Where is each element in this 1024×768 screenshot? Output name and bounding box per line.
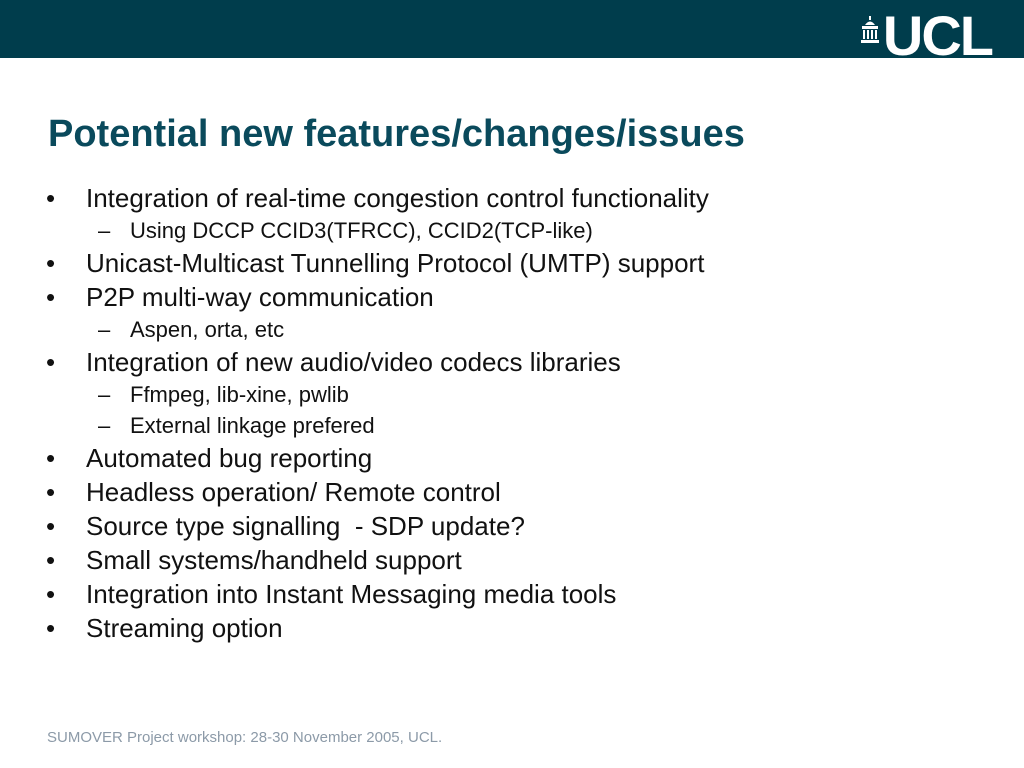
- sub-bullet-text: Aspen, orta, etc: [130, 317, 285, 342]
- bullet-text: Small systems/handheld support: [86, 545, 462, 575]
- bullet-item: [46, 441, 709, 475]
- dash-icon: –: [98, 317, 111, 342]
- bullet-text: Integration of real-time congestion control functionality: [86, 183, 709, 213]
- bullet-item: [46, 577, 709, 611]
- bullet-item: [46, 543, 709, 577]
- bullet-icon: •: [46, 477, 56, 507]
- portico-icon: [861, 16, 879, 44]
- bullet-icon: •: [46, 248, 56, 278]
- bullet-text: Unicast-Multicast Tunnelling Protocol (UMTP) support: [86, 248, 705, 278]
- bullet-text: Integration into Instant Messaging media tools: [86, 579, 617, 609]
- bullet-item: [46, 246, 709, 280]
- bullet-list: [46, 181, 709, 645]
- bullet-text: Source type signalling - SDP update?: [86, 511, 525, 541]
- bullet-icon: •: [46, 347, 56, 377]
- bullet-icon: •: [46, 511, 56, 541]
- bullet-item: [46, 475, 709, 509]
- bullet-icon: •: [46, 282, 56, 312]
- slide-title: Potential new features/changes/issues: [48, 113, 745, 155]
- sub-bullet-item: [46, 314, 709, 345]
- bullet-item: [46, 509, 709, 543]
- bullet-icon: •: [46, 613, 56, 643]
- footer-text: SUMOVER Project workshop: 28-30 November 2005, UCL.: [47, 729, 443, 746]
- bullet-text: Automated bug reporting: [86, 443, 373, 473]
- bullet-item: [46, 611, 709, 645]
- bullet-icon: •: [46, 183, 56, 213]
- ucl-logo: [861, 4, 992, 67]
- sub-bullet-text: External linkage prefered: [130, 413, 375, 438]
- bullet-icon: •: [46, 545, 56, 575]
- bullet-item: [46, 280, 709, 314]
- sub-bullet-text: Using DCCP CCID3(TFRCC), CCID2(TCP-like): [130, 218, 593, 243]
- sub-bullet-text: Ffmpeg, lib-xine, pwlib: [130, 382, 349, 407]
- header-bar: [0, 0, 1024, 67]
- logo-text: UCL: [882, 4, 992, 67]
- bullet-text: Headless operation/ Remote control: [86, 477, 501, 507]
- sub-bullet-item: [46, 379, 709, 410]
- bullet-text: Streaming option: [86, 613, 283, 643]
- sub-bullet-item: [46, 410, 709, 441]
- bullet-icon: •: [46, 579, 56, 609]
- bullet-text: Integration of new audio/video codecs libraries: [86, 347, 621, 377]
- dash-icon: –: [98, 413, 111, 438]
- bullet-item: [46, 345, 709, 379]
- dash-icon: –: [98, 382, 111, 407]
- dash-icon: –: [98, 218, 111, 243]
- bullet-icon: •: [46, 443, 56, 473]
- bullet-item: [46, 181, 709, 215]
- sub-bullet-item: [46, 215, 709, 246]
- bullet-text: P2P multi-way communication: [86, 282, 434, 312]
